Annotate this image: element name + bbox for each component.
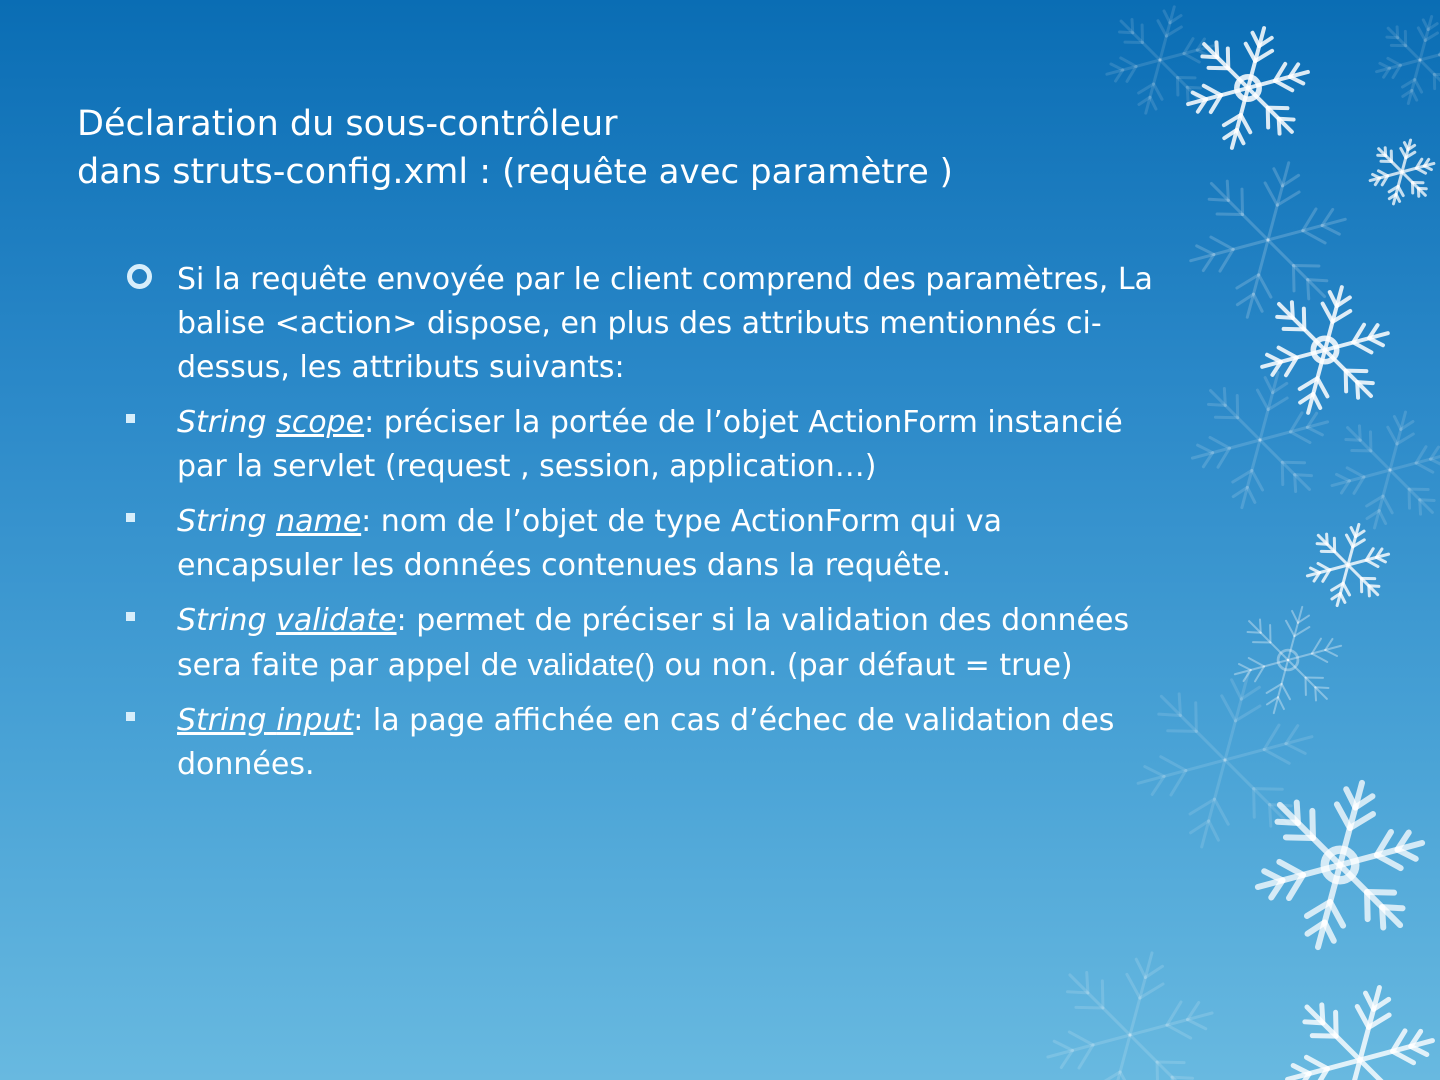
attribute-item-input — [122, 699, 1172, 787]
attribute-gap — [267, 504, 277, 539]
attribute-description: : la page affichée en cas d’échec de validation des données. — [177, 703, 1115, 782]
square-bullet-icon — [122, 500, 135, 522]
title-line-2-subtitle: (requête avec paramètre ) — [502, 152, 953, 192]
snowflake — [1188, 368, 1331, 511]
title-line-1: Déclaration du sous-contrôleur — [77, 104, 618, 144]
slide-title — [77, 100, 1177, 196]
snowflake — [1253, 778, 1427, 952]
bullet-list — [122, 258, 1172, 798]
attribute-gap — [267, 405, 277, 440]
snowflake — [1232, 604, 1345, 717]
attribute-name: scope — [276, 405, 365, 440]
attribute-description-after: ou non. (par défaut = true) — [655, 648, 1073, 683]
attribute-name: validate — [276, 603, 397, 638]
intro-item — [122, 258, 1172, 390]
snowflake — [1259, 284, 1392, 417]
snowflake — [1305, 522, 1391, 608]
attribute-item-scope — [122, 401, 1172, 489]
square-bullet-icon — [122, 401, 135, 423]
title-line-2 — [77, 148, 1177, 196]
square-bullet-icon — [122, 699, 135, 721]
attribute-type: String — [177, 504, 267, 539]
attribute-item-validate — [122, 599, 1172, 688]
attribute-name: input — [276, 703, 354, 738]
snowflake — [1185, 25, 1312, 152]
snowflake — [1043, 948, 1217, 1080]
title-line-2-main: dans struts-config.xml : — [77, 152, 503, 192]
ring-bullet-icon — [122, 258, 152, 289]
attribute-name: name — [276, 504, 362, 539]
snowflake — [1186, 158, 1350, 322]
intro-text: Si la requête envoyée par le client comprend des paramètres, La balise <action> dispose, en plus des attributs mentionnés ci-dessus, les attributs suivants: — [177, 262, 1153, 385]
attribute-type: String — [177, 405, 267, 440]
attribute-description: : nom de l’objet de type ActionForm qui va encapsuler les données contenues dans la requête. — [177, 504, 1003, 583]
attribute-item-name — [122, 500, 1172, 588]
snowflake — [1329, 409, 1440, 532]
snowflake — [1374, 14, 1440, 106]
attribute-type: String — [177, 703, 267, 738]
square-bullet-icon — [122, 599, 135, 621]
attribute-gap — [267, 603, 277, 638]
method-name: validate() — [527, 647, 656, 682]
attribute-type: String — [177, 603, 267, 638]
snowflake — [1368, 138, 1436, 206]
attribute-description: : préciser la portée de l’objet ActionForm instancié par la servlet (request , session, application…) — [177, 405, 1123, 484]
attribute-gap — [267, 703, 277, 738]
attribute-description-before: : permet de préciser si la validation des données sera faite par appel de — [177, 603, 1130, 683]
snowflake — [1283, 983, 1436, 1080]
